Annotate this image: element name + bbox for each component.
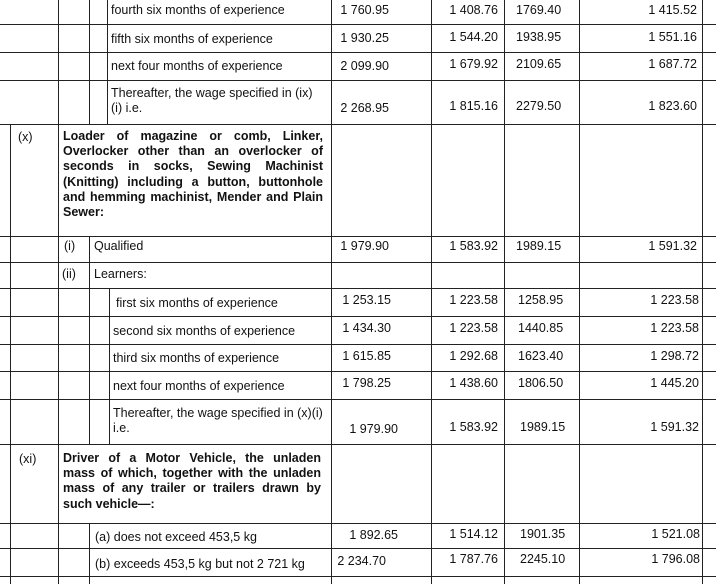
section-title: Loader of magazine or comb, Linker, Overlocker other than an overlocker of seconds in socks, Sewing Machinist (Knitting) including a button, buttonhole and hemming machinist, Mender and Plain Sewer: xyxy=(63,129,323,220)
value-cell: 1 591.32 xyxy=(648,239,697,253)
value-cell: 1 583.92 xyxy=(449,239,498,253)
row-description: next four months of experience xyxy=(113,379,285,393)
value-cell: 1938.95 xyxy=(516,30,562,44)
value-cell: 1 445.20 xyxy=(650,376,699,390)
value-cell: 1 223.58 xyxy=(650,321,699,335)
value-cell: 1440.85 xyxy=(518,321,564,335)
value-cell: 1 292.68 xyxy=(449,349,498,363)
value-cell: 1 823.60 xyxy=(648,99,697,113)
value-cell: 2245.10 xyxy=(520,552,566,566)
item-number: (i) xyxy=(64,239,76,253)
table-row xyxy=(0,80,716,125)
value-cell: 1 892.65 xyxy=(349,528,398,542)
value-cell: 2109.65 xyxy=(516,57,562,71)
value-cell: 1 223.58 xyxy=(650,293,699,307)
value-cell: 1 760.95 xyxy=(340,3,389,17)
value-cell: 2 099.90 xyxy=(340,59,389,73)
row-description: fourth six months of experience xyxy=(111,3,285,17)
value-cell: 1769.40 xyxy=(516,3,562,17)
value-cell: 1 223.58 xyxy=(449,293,498,307)
value-cell: 2279.50 xyxy=(516,99,562,113)
value-cell: 1 521.08 xyxy=(651,527,700,541)
value-cell: 1 583.92 xyxy=(449,420,498,434)
table-row xyxy=(0,24,716,53)
value-cell: 1 551.16 xyxy=(648,30,697,44)
row-description: fifth six months of experience xyxy=(111,32,273,46)
row-description: next four months of experience xyxy=(111,59,283,73)
row-description: first six months of experience xyxy=(116,296,278,310)
row-description: Thereafter, the wage specified in (x)(i) i.e. xyxy=(113,406,323,435)
value-cell: 1989.15 xyxy=(516,239,562,253)
value-cell: 1623.40 xyxy=(518,349,564,363)
value-cell: 1 798.25 xyxy=(342,376,391,390)
section-number: (x) xyxy=(18,130,33,144)
value-cell: 1 815.16 xyxy=(449,99,498,113)
table-row xyxy=(0,523,716,549)
row-description: Thereafter, the wage specified in (ix)(i) i.e. xyxy=(111,86,313,115)
row-description: (b) exceeds 453,5 kg but not 2 721 kg xyxy=(95,557,305,571)
table-row xyxy=(0,0,716,25)
value-cell: 1 408.76 xyxy=(449,3,498,17)
value-cell: 1 223.58 xyxy=(449,321,498,335)
value-cell: 1 615.85 xyxy=(342,349,391,363)
table-row xyxy=(0,399,716,445)
value-cell: 1 930.25 xyxy=(340,31,389,45)
value-cell: 1 679.92 xyxy=(449,57,498,71)
value-cell: 1 298.72 xyxy=(650,349,699,363)
value-cell: 1989.15 xyxy=(520,420,566,434)
value-cell: 1 979.90 xyxy=(340,239,389,253)
table-row xyxy=(0,288,716,317)
value-cell: 1901.35 xyxy=(520,527,566,541)
value-cell: 2 268.95 xyxy=(340,101,389,115)
row-description: Qualified xyxy=(94,239,144,253)
value-cell: 1 434.30 xyxy=(342,321,391,335)
table-row xyxy=(0,236,716,263)
value-cell: 1 514.12 xyxy=(449,527,498,541)
value-cell: 1 687.72 xyxy=(648,57,697,71)
section-x-heading-row xyxy=(0,124,716,237)
value-cell: 1 544.20 xyxy=(449,30,498,44)
section-xi-heading-row xyxy=(0,444,716,524)
row-description: Learners: xyxy=(94,267,147,281)
value-cell: 1 415.52 xyxy=(648,3,697,17)
section-title: Driver of a Motor Vehicle, the unladen mass of which, together with the unladen mass of any trailer or trailers drawn by such vehicle—: xyxy=(63,451,321,511)
value-cell: 1258.95 xyxy=(518,293,564,307)
row-description: second six months of experience xyxy=(113,324,296,338)
table-row xyxy=(0,52,716,81)
value-cell: 2 234.70 xyxy=(337,554,386,568)
item-number: (ii) xyxy=(62,267,76,281)
value-cell: 1 787.76 xyxy=(449,552,498,566)
table-row xyxy=(0,548,716,584)
value-cell: 1 796.08 xyxy=(651,552,700,566)
value-cell: 1 979.90 xyxy=(349,422,398,436)
value-cell: 1806.50 xyxy=(518,376,564,390)
row-description: third six months of experience xyxy=(113,351,280,365)
table-row xyxy=(0,344,716,372)
table-row xyxy=(0,316,716,345)
table-row xyxy=(0,371,716,400)
row-description: (a) does not exceed 453,5 kg xyxy=(95,530,257,544)
value-cell: 1 438.60 xyxy=(449,376,498,390)
section-number: (xi) xyxy=(19,452,37,466)
value-cell: 1 253.15 xyxy=(342,293,391,307)
value-cell: 1 591.32 xyxy=(650,420,699,434)
table-row xyxy=(0,262,716,289)
